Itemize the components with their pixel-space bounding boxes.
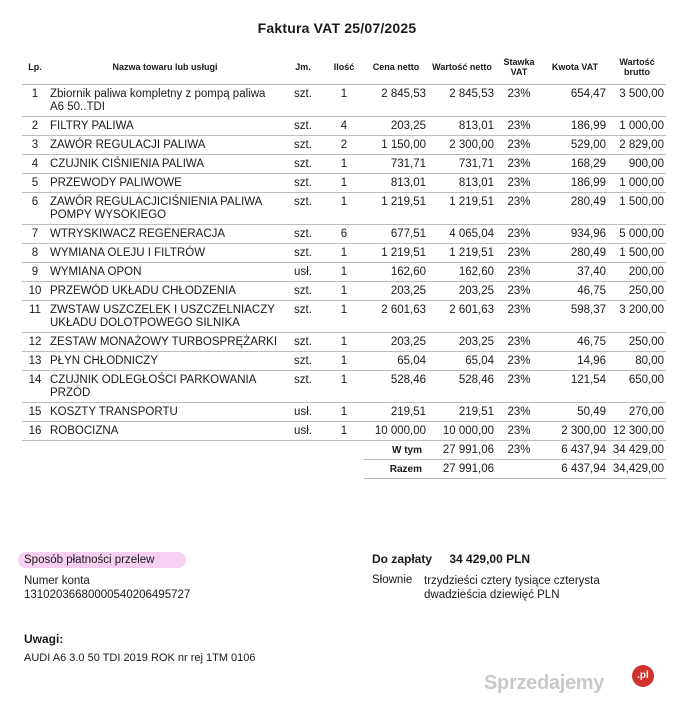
row-net-price: 162,60 xyxy=(364,263,428,282)
row-net-price: 1 150,00 xyxy=(364,136,428,155)
header-lp: Lp. xyxy=(22,50,48,85)
row-lp: 10 xyxy=(22,282,48,301)
row-gross: 250,00 xyxy=(608,282,666,301)
row-unit: szt. xyxy=(282,333,324,352)
table-row xyxy=(22,371,666,403)
table-row xyxy=(22,117,666,136)
row-vat-rate: 23% xyxy=(496,117,542,136)
remarks-text: AUDI A6 3.0 50 TDI 2019 ROK nr rej 1TM 0106 xyxy=(24,652,256,664)
row-qty: 1 xyxy=(324,333,364,352)
row-net-price: 528,46 xyxy=(364,371,428,403)
w-tym-net: 27 991,06 xyxy=(428,441,496,460)
row-net-price: 1 219,51 xyxy=(364,193,428,225)
row-vat-rate: 23% xyxy=(496,244,542,263)
row-vat-amount: 14,96 xyxy=(542,352,608,371)
row-vat-amount: 934,96 xyxy=(542,225,608,244)
invoice-title: Faktura VAT 25/07/2025 xyxy=(257,20,417,36)
row-vat-rate: 23% xyxy=(496,225,542,244)
row-unit: usł. xyxy=(282,422,324,441)
row-name: CZUJNIK CIŚNIENIA PALIWA xyxy=(48,155,282,174)
table-row xyxy=(22,422,666,441)
remarks-label: Uwagi: xyxy=(24,632,64,646)
row-net-price: 203,25 xyxy=(364,333,428,352)
total-vat: 6 437,94 xyxy=(542,460,608,479)
row-vat-amount: 598,37 xyxy=(542,301,608,333)
row-net-price: 10 000,00 xyxy=(364,422,428,441)
table-row xyxy=(22,174,666,193)
w-tym-vat: 6 437,94 xyxy=(542,441,608,460)
table-row xyxy=(22,333,666,352)
row-vat-amount: 280,49 xyxy=(542,244,608,263)
table-row xyxy=(22,352,666,371)
amount-due xyxy=(372,552,530,566)
row-vat-amount: 186,99 xyxy=(542,174,608,193)
row-gross: 3 200,00 xyxy=(608,301,666,333)
row-vat-amount: 168,29 xyxy=(542,155,608,174)
row-net-price: 731,71 xyxy=(364,155,428,174)
row-name: KOSZTY TRANSPORTU xyxy=(48,403,282,422)
row-net-price: 65,04 xyxy=(364,352,428,371)
row-qty: 1 xyxy=(324,263,364,282)
row-unit: szt. xyxy=(282,225,324,244)
row-net-price: 2 845,53 xyxy=(364,85,428,117)
row-gross: 5 000,00 xyxy=(608,225,666,244)
table-row xyxy=(22,136,666,155)
row-gross: 1 500,00 xyxy=(608,244,666,263)
row-unit: szt. xyxy=(282,282,324,301)
row-gross: 270,00 xyxy=(608,403,666,422)
row-lp: 3 xyxy=(22,136,48,155)
row-vat-amount: 2 300,00 xyxy=(542,422,608,441)
row-name: FILTRY PALIWA xyxy=(48,117,282,136)
watermark-badge: .pl xyxy=(632,665,654,687)
row-vat-rate: 23% xyxy=(496,333,542,352)
table-row xyxy=(22,301,666,333)
row-qty: 1 xyxy=(324,282,364,301)
row-net-value: 813,01 xyxy=(428,117,496,136)
header-net-price: Cena netto xyxy=(364,50,428,85)
row-unit: szt. xyxy=(282,155,324,174)
row-lp: 7 xyxy=(22,225,48,244)
row-net-value: 203,25 xyxy=(428,282,496,301)
row-lp: 6 xyxy=(22,193,48,225)
row-lp: 4 xyxy=(22,155,48,174)
row-gross: 200,00 xyxy=(608,263,666,282)
row-name: ZWSTAW USZCZELEK I USZCZELNIACZY UKŁADU DOLOTPOWEGO SILNIKA xyxy=(48,301,282,333)
table-header-row xyxy=(22,50,666,85)
row-vat-amount: 654,47 xyxy=(542,85,608,117)
account-number: 13102036680000540206495727 xyxy=(24,589,191,601)
payment-method: Sposób płatności przelew xyxy=(24,554,155,566)
amount-words-label: Słownie xyxy=(372,574,413,586)
row-name: ZAWÓR REGULACJI PALIWA xyxy=(48,136,282,155)
row-net-value: 2 845,53 xyxy=(428,85,496,117)
row-net-value: 2 601,63 xyxy=(428,301,496,333)
row-unit: szt. xyxy=(282,244,324,263)
row-qty: 1 xyxy=(324,85,364,117)
row-vat-rate: 23% xyxy=(496,371,542,403)
header-unit: Jm. xyxy=(282,50,324,85)
row-name: ZESTAW MONAŻOWY TURBOSPRĘŻARKI xyxy=(48,333,282,352)
amount-due-label: Do zapłaty xyxy=(372,552,433,566)
row-unit: szt. xyxy=(282,117,324,136)
w-tym-label: W tym xyxy=(364,441,428,460)
row-unit: szt. xyxy=(282,136,324,155)
row-net-price: 203,25 xyxy=(364,282,428,301)
table-row xyxy=(22,225,666,244)
total-net: 27 991,06 xyxy=(428,460,496,479)
row-lp: 2 xyxy=(22,117,48,136)
row-name: CZUJNIK ODLEGŁOŚCI PARKOWANIA PRZÓD xyxy=(48,371,282,403)
row-lp: 12 xyxy=(22,333,48,352)
row-qty: 1 xyxy=(324,403,364,422)
row-vat-amount: 121,54 xyxy=(542,371,608,403)
row-lp: 9 xyxy=(22,263,48,282)
row-qty: 1 xyxy=(324,193,364,225)
row-qty: 1 xyxy=(324,174,364,193)
total-gross: 34,429,00 xyxy=(608,460,666,479)
row-net-value: 1 219,51 xyxy=(428,193,496,225)
header-vat-amount: Kwota VAT xyxy=(542,50,608,85)
row-qty: 2 xyxy=(324,136,364,155)
row-qty: 1 xyxy=(324,155,364,174)
table-row xyxy=(22,403,666,422)
row-net-price: 219,51 xyxy=(364,403,428,422)
row-name: WYMIANA OLEJU I FILTRÓW xyxy=(48,244,282,263)
row-unit: szt. xyxy=(282,301,324,333)
row-lp: 5 xyxy=(22,174,48,193)
row-vat-amount: 50,49 xyxy=(542,403,608,422)
row-lp: 11 xyxy=(22,301,48,333)
row-net-value: 1 219,51 xyxy=(428,244,496,263)
header-qty: Ilość xyxy=(324,50,364,85)
row-vat-rate: 23% xyxy=(496,422,542,441)
row-qty: 1 xyxy=(324,244,364,263)
total-label: Razem xyxy=(364,460,428,479)
row-qty: 1 xyxy=(324,371,364,403)
row-unit: szt. xyxy=(282,174,324,193)
table-row xyxy=(22,155,666,174)
row-gross: 3 500,00 xyxy=(608,85,666,117)
row-net-price: 2 601,63 xyxy=(364,301,428,333)
summary-row-total xyxy=(22,460,666,479)
row-lp: 1 xyxy=(22,85,48,117)
row-lp: 15 xyxy=(22,403,48,422)
account-label: Numer konta xyxy=(24,575,90,587)
row-name: ROBOCIZNA xyxy=(48,422,282,441)
header-vat-rate: Stawka VAT xyxy=(496,50,542,85)
row-vat-rate: 23% xyxy=(496,301,542,333)
row-net-value: 528,46 xyxy=(428,371,496,403)
table-row xyxy=(22,244,666,263)
row-vat-rate: 23% xyxy=(496,155,542,174)
row-gross: 80,00 xyxy=(608,352,666,371)
row-name: PŁYN CHŁODNICZY xyxy=(48,352,282,371)
row-net-price: 677,51 xyxy=(364,225,428,244)
row-lp: 13 xyxy=(22,352,48,371)
row-net-value: 2 300,00 xyxy=(428,136,496,155)
row-unit: szt. xyxy=(282,85,324,117)
table-row xyxy=(22,263,666,282)
row-net-price: 813,01 xyxy=(364,174,428,193)
w-tym-gross: 34 429,00 xyxy=(608,441,666,460)
watermark-logo: Sprzedajemy xyxy=(484,672,605,694)
invoice-table xyxy=(22,50,666,479)
row-vat-rate: 23% xyxy=(496,263,542,282)
row-vat-rate: 23% xyxy=(496,136,542,155)
row-net-value: 10 000,00 xyxy=(428,422,496,441)
row-unit: szt. xyxy=(282,371,324,403)
row-name: Zbiornik paliwa kompletny z pompą paliwa A6 50..TDI xyxy=(48,85,282,117)
row-gross: 2 829,00 xyxy=(608,136,666,155)
row-vat-amount: 37,40 xyxy=(542,263,608,282)
row-lp: 16 xyxy=(22,422,48,441)
row-net-value: 162,60 xyxy=(428,263,496,282)
row-net-value: 203,25 xyxy=(428,333,496,352)
row-vat-rate: 23% xyxy=(496,403,542,422)
row-qty: 1 xyxy=(324,352,364,371)
row-qty: 6 xyxy=(324,225,364,244)
row-net-price: 1 219,51 xyxy=(364,244,428,263)
amount-words-value: trzydzieści cztery tysiące czterysta dwadzieścia dziewięć PLN xyxy=(424,575,600,601)
row-gross: 1 500,00 xyxy=(608,193,666,225)
row-qty: 4 xyxy=(324,117,364,136)
w-tym-rate: 23% xyxy=(496,441,542,460)
row-vat-rate: 23% xyxy=(496,193,542,225)
row-net-value: 731,71 xyxy=(428,155,496,174)
row-vat-rate: 23% xyxy=(496,282,542,301)
row-gross: 650,00 xyxy=(608,371,666,403)
table-row xyxy=(22,193,666,225)
row-net-value: 219,51 xyxy=(428,403,496,422)
row-unit: szt. xyxy=(282,193,324,225)
row-net-price: 203,25 xyxy=(364,117,428,136)
header-net-value: Wartość netto xyxy=(428,50,496,85)
row-qty: 1 xyxy=(324,422,364,441)
row-vat-amount: 280,49 xyxy=(542,193,608,225)
row-gross: 1 000,00 xyxy=(608,174,666,193)
row-net-value: 65,04 xyxy=(428,352,496,371)
table-row xyxy=(22,282,666,301)
row-vat-amount: 46,75 xyxy=(542,333,608,352)
header-gross: Wartość brutto xyxy=(608,50,666,85)
summary-row-w-tym xyxy=(22,441,666,460)
row-unit: usł. xyxy=(282,403,324,422)
row-vat-rate: 23% xyxy=(496,352,542,371)
row-vat-amount: 529,00 xyxy=(542,136,608,155)
row-vat-amount: 46,75 xyxy=(542,282,608,301)
header-name: Nazwa towaru lub usługi xyxy=(48,50,282,85)
row-unit: szt. xyxy=(282,352,324,371)
row-name: WTRYSKIWACZ REGENERACJA xyxy=(48,225,282,244)
row-vat-rate: 23% xyxy=(496,174,542,193)
row-gross: 900,00 xyxy=(608,155,666,174)
row-name: ZAWÓR REGULACJICIŚNIENIA PALIWA POMPY WYSOKIEGO xyxy=(48,193,282,225)
row-lp: 8 xyxy=(22,244,48,263)
row-name: WYMIANA OPON xyxy=(48,263,282,282)
row-gross: 12 300,00 xyxy=(608,422,666,441)
row-unit: usł. xyxy=(282,263,324,282)
row-qty: 1 xyxy=(324,301,364,333)
row-name: PRZEWODY PALIWOWE xyxy=(48,174,282,193)
table-row xyxy=(22,85,666,117)
row-gross: 1 000,00 xyxy=(608,117,666,136)
row-vat-amount: 186,99 xyxy=(542,117,608,136)
row-lp: 14 xyxy=(22,371,48,403)
row-vat-rate: 23% xyxy=(496,85,542,117)
row-net-value: 4 065,04 xyxy=(428,225,496,244)
row-gross: 250,00 xyxy=(608,333,666,352)
amount-due-value: 34 429,00 PLN xyxy=(449,552,531,566)
row-name: PRZEWÓD UKŁADU CHŁODZENIA xyxy=(48,282,282,301)
row-net-value: 813,01 xyxy=(428,174,496,193)
